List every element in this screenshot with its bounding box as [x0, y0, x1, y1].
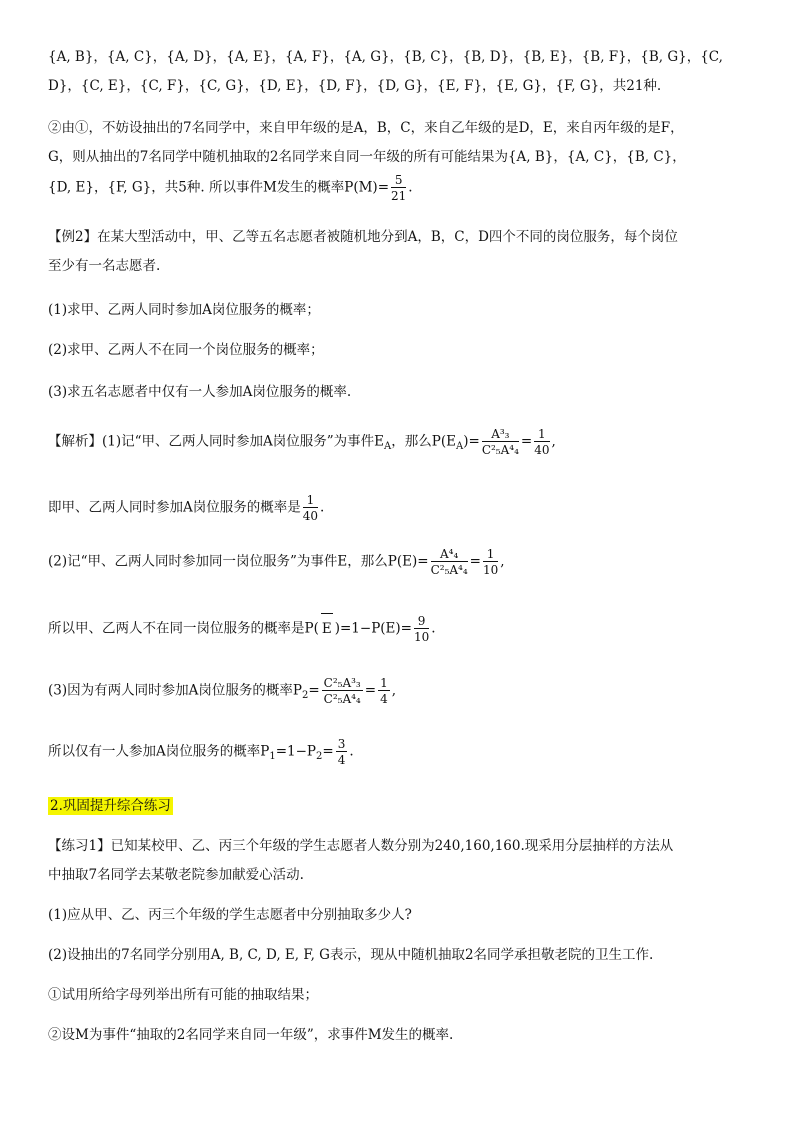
part2-line-3: {D, E}，{F, G}，共5种. 所以事件M发生的概率P(M)= $\frac{5}{21}$ . [48, 173, 413, 203]
example2-line-1: 【例2】在某大型活动中，甲、乙等五名志愿者被随机地分到A，B，C，D四个不同的岗位服务，每个岗位 [48, 229, 678, 245]
solution-part-3b: 所以仅有一人参加A岗位服务的概率$P_1=1-P_2=$ $\frac{3}{4}$ . [48, 737, 354, 767]
example2-line-2: 至少有一名志愿者. [48, 258, 161, 274]
section-title: 2.巩固提升综合练习 [50, 798, 171, 814]
complement-event: E [319, 619, 335, 639]
part2-line-1: ②由①，不妨设抽出的7名同学中，来自甲年级的是A，B，C，来自乙年级的是D，E，来自丙年级的是F， [48, 120, 684, 136]
fraction: $\frac{\text{A³₃}}{\text{C²₅A⁴₄}}$ [481, 427, 519, 457]
enumeration-line-1: {A, B}，{A, C}，{A, D}，{A, E}，{A, F}，{A, G}，{B, C}，{B, D}，{B, E}，{B, F}，{B, G}，{C, [48, 49, 723, 65]
exercise1-question-1: (1)应从甲、乙、丙三个年级的学生志愿者中分别抽取多少人? [48, 907, 412, 923]
fraction: $\frac{1}{40}$ [302, 493, 319, 523]
solution-part-2b: 所以甲、乙两人不在同一岗位服务的概率是P( E )=1−P(E)= $\frac{9}{10}$ . [48, 614, 436, 644]
exercise1-line-1: 【练习1】已知某校甲、乙、丙三个年级的学生志愿者人数分别为240,160,160.现采用分层抽样的方法从 [48, 838, 674, 854]
fraction: $\frac{5}{21}$ [391, 173, 407, 203]
example2-question-3: (3)求五名志愿者中仅有一人参加A岗位服务的概率. [48, 384, 352, 400]
exercise1-question-2b: ②设M为事件“抽取的2名同学来自同一年级”，求事件M发生的概率. [48, 1027, 454, 1043]
exercise1-question-2: (2)设抽出的7名同学分别用A, B, C, D, E, F, G表示，现从中随机抽取2名同学承担敬老院的卫生工作. [48, 947, 654, 963]
fraction: $\frac{1}{4}$ [380, 676, 388, 706]
solution-part-3: (3)因为有两人同时参加A岗位服务的概率$P_2=$ $\frac{\text{C²₅A³₃}}{\text{C²₅A⁴₄}}$ = $\frac{1}{4}$ , [48, 676, 396, 706]
fraction: $\frac{9}{10}$ [413, 614, 430, 644]
solution-part-1: 【解析】(1)记“甲、乙两人同时参加A岗位服务”为事件$E_A$，那么$P(E_A)=$ $\frac{\text{A³₃}}{\text{C²₅A⁴₄}}$ = $\frac{1}{40}$ , [48, 427, 556, 457]
solution-part-1b: 即甲、乙两人同时参加A岗位服务的概率是 $\frac{1}{40}$ . [48, 493, 325, 523]
fraction: $\frac{1}{10}$ [482, 547, 499, 577]
example2-question-1: (1)求甲、乙两人同时参加A岗位服务的概率； [48, 302, 320, 318]
fraction: $\frac{\text{A⁴₄}}{\text{C²₅A⁴₄}}$ [430, 547, 468, 577]
fraction: $\frac{\text{C²₅A³₃}}{\text{C²₅A⁴₄}}$ [323, 676, 361, 706]
exercise1-question-2a: ①试用所给字母列举出所有可能的抽取结果； [48, 987, 318, 1003]
example2-question-2: (2)求甲、乙两人不在同一个岗位服务的概率； [48, 342, 324, 358]
exercise1-line-2: 中抽取7名同学去某敬老院参加献爱心活动. [48, 867, 304, 883]
part2-line-2: G，则从抽出的7名同学中随机抽取的2名同学来自同一年级的所有可能结果为{A, B}，{A, C}，{B, C}， [48, 149, 686, 165]
solution-part-2: (2)记“甲、乙两人同时参加同一岗位服务”为事件E，那么P(E)= $\frac{\text{A⁴₄}}{\text{C²₅A⁴₄}}$ = $\frac{1}{10}$ , [48, 547, 505, 577]
fraction: $\frac{1}{40}$ [534, 427, 550, 457]
fraction: $\frac{3}{4}$ [337, 737, 346, 767]
enumeration-line-2: D}，{C, E}，{C, F}，{C, G}，{D, E}，{D, F}，{D, G}，{E, F}，{E, G}，{F, G}，共21种. [48, 78, 662, 94]
text: {D, E}，{F, G}，共5种. 所以事件M发生的概率P(M)= [48, 179, 390, 196]
section-heading [48, 796, 173, 816]
